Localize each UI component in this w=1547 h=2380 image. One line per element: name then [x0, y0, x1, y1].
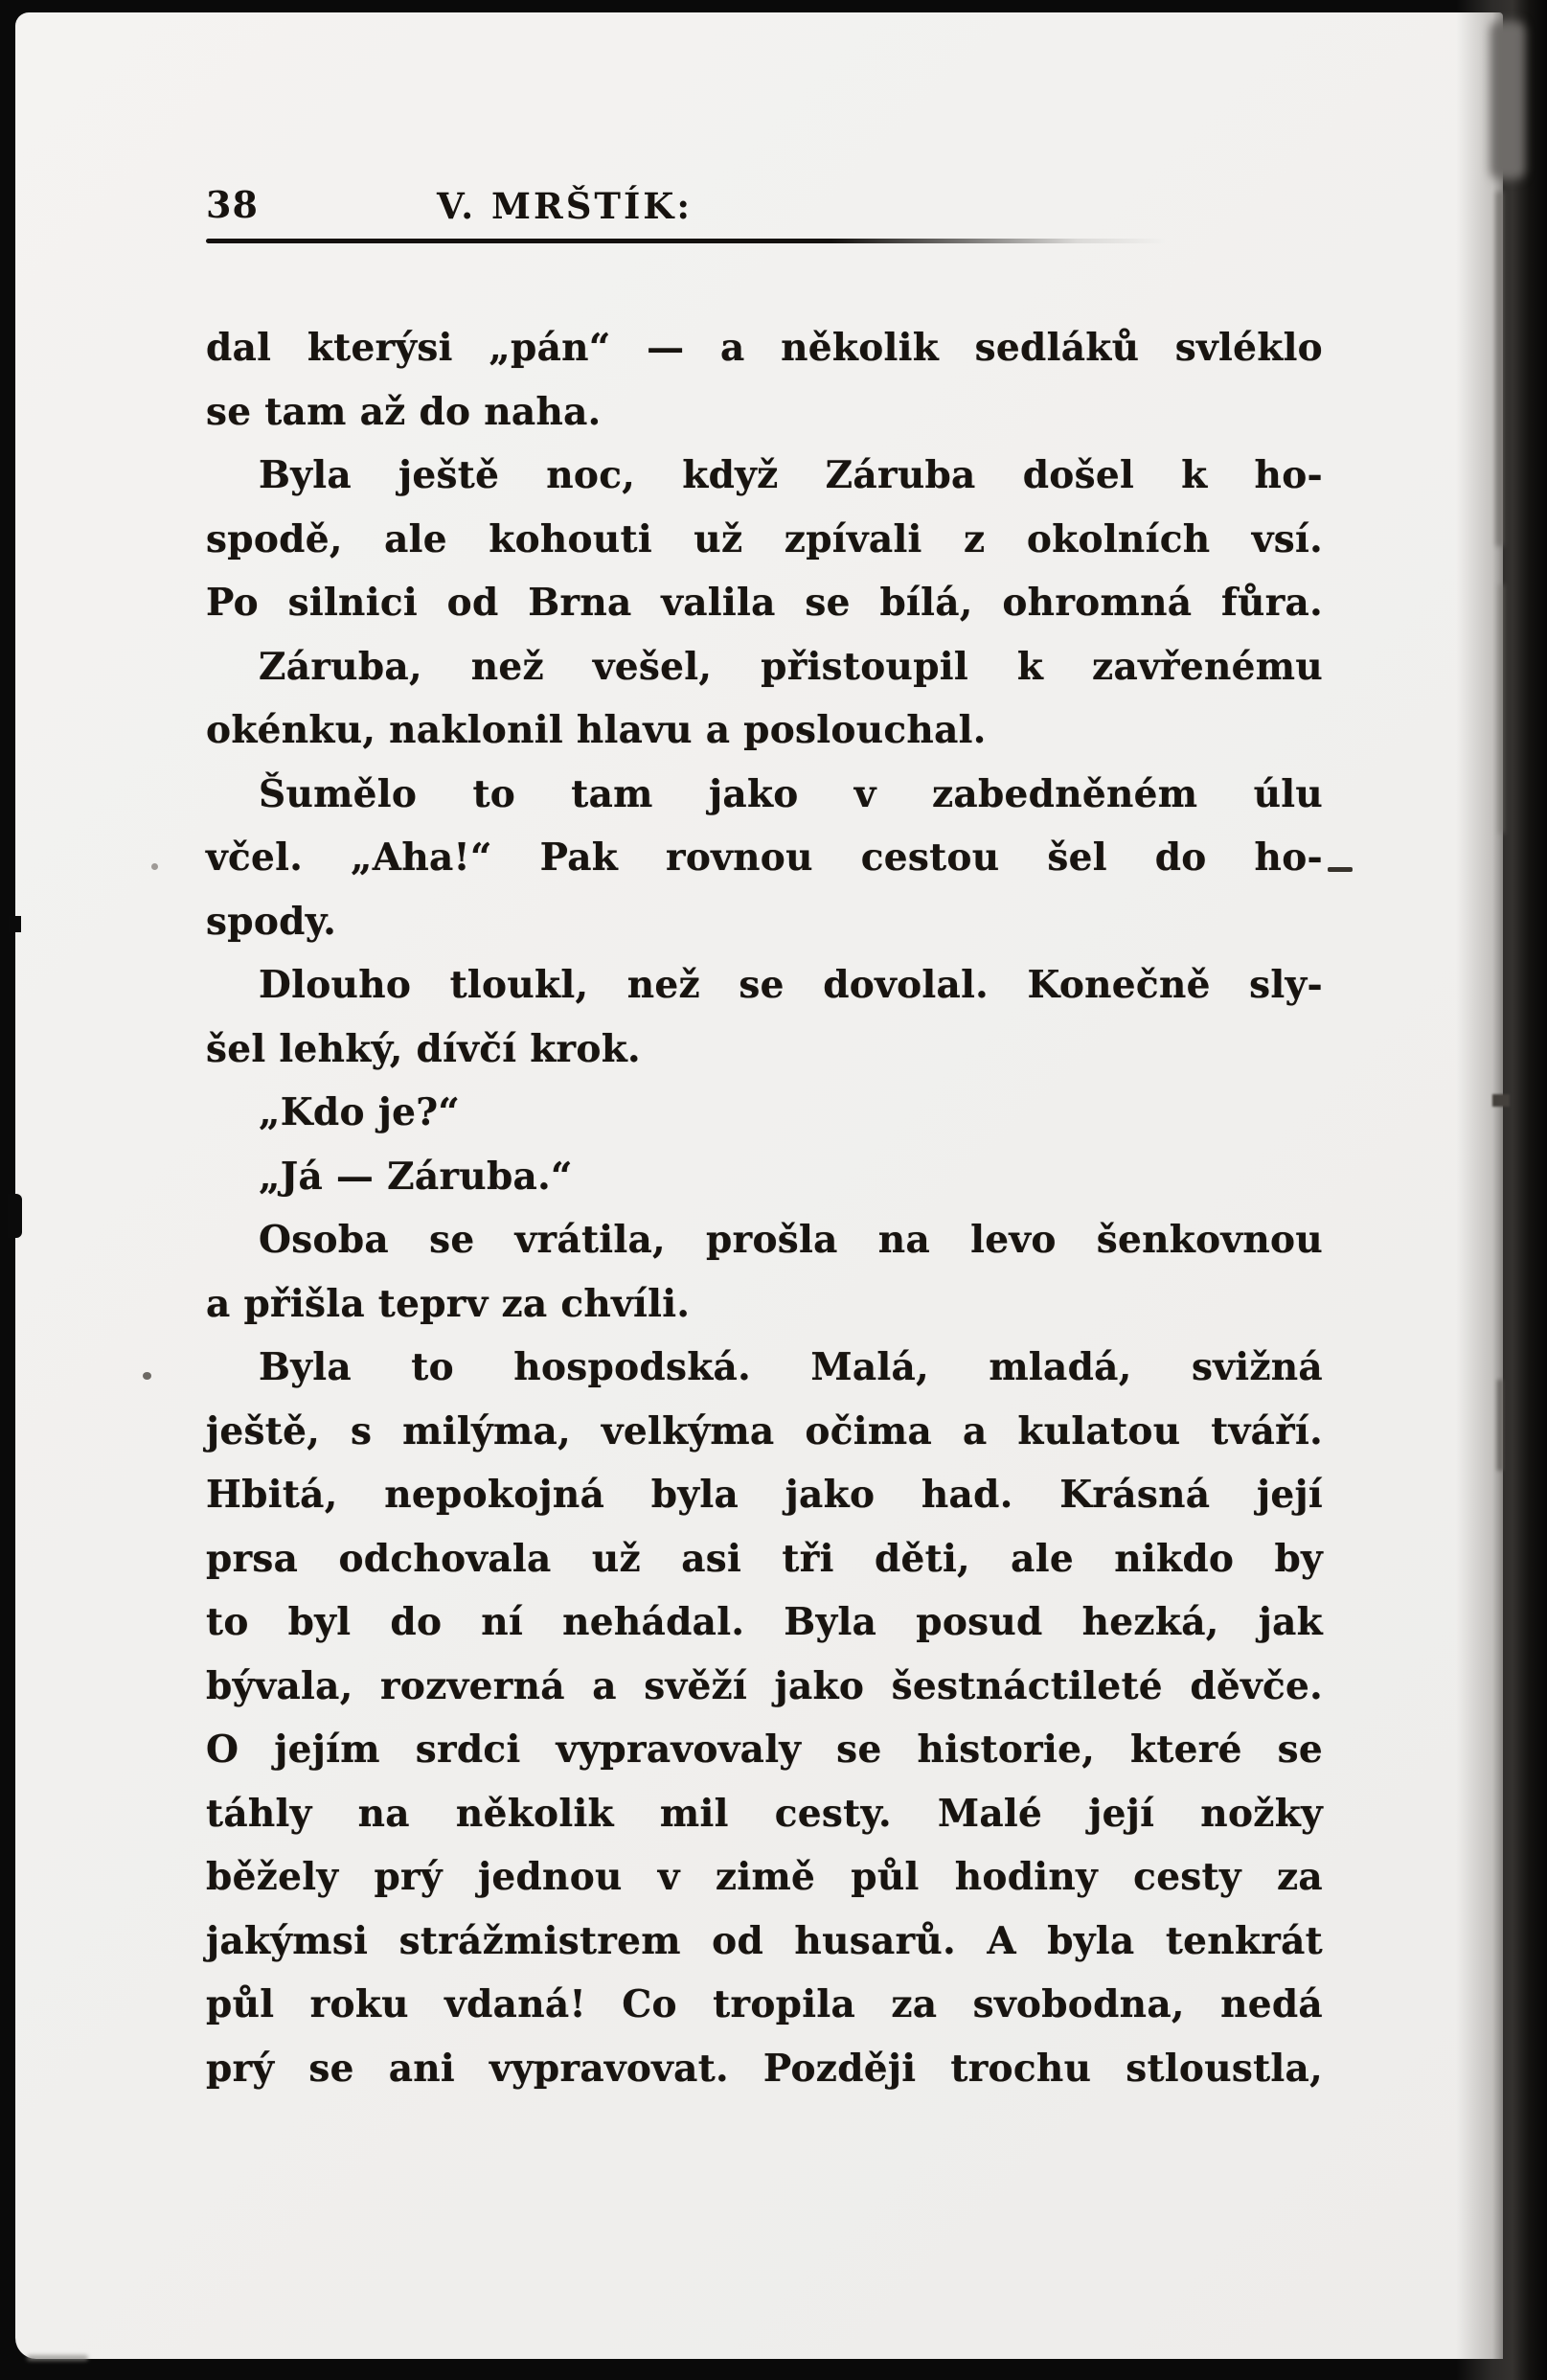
text-line: „Já — Záruba.“ — [259, 1154, 573, 1199]
text-line: Osoba se vrátila, prošla na levo šenkovnou — [259, 1218, 1323, 1262]
running-header: V. MRŠTÍK: — [437, 185, 694, 227]
page-edge-streak — [1492, 1094, 1510, 1107]
text-block — [206, 316, 1323, 2100]
text-line: Záruba, než vešel, přistoupil k zavřenému — [259, 644, 1323, 689]
text-line: Dlouho tloukl, než se dovolal. Konečně sly- — [259, 963, 1323, 1007]
header-rule — [206, 239, 1323, 243]
text-line: se tam až do naha. — [206, 389, 602, 434]
text-line: běžely prý jednou v zimě půl hodiny cesty za — [206, 1855, 1323, 1899]
ink-smudge-mark — [1328, 867, 1353, 872]
scan-artifact-blob — [1490, 21, 1525, 179]
text-line: spody. — [206, 899, 337, 944]
page-corner-highlight — [27, 2355, 88, 2361]
text-line: prý se ani vypravovat. Později trochu stloustla, — [206, 2046, 1323, 2091]
text-line: jakýmsi strážmistrem od husarů. A byla tenkrát — [206, 1918, 1323, 1963]
text-line: prsa odchovala už asi tři děti, ale nikdo by — [206, 1536, 1323, 1581]
page-edge-streak — [1496, 192, 1503, 546]
text-line: Šumělo to tam jako v zabedněném úlu — [259, 771, 1323, 816]
text-line: Po silnici od Brna valila se bílá, ohromná fůra. — [206, 581, 1323, 625]
text-line: to byl do ní nehádal. Byla posud hezká, jak — [206, 1600, 1323, 1644]
text-line: O jejím srdci vypravovaly se historie, které se — [206, 1728, 1323, 1772]
page-edge-streak — [1499, 584, 1504, 834]
text-line: bývala, rozverná a svěží jako šestnáctileté děvče. — [206, 1663, 1323, 1708]
text-line: ještě, s milýma, velkýma očima a kulatou tváří. — [206, 1408, 1323, 1453]
page-edge-streak — [1497, 1380, 1503, 1471]
text-line: Byla to hospodská. Malá, mladá, svižná — [259, 1345, 1323, 1389]
border-artifact — [9, 916, 21, 932]
text-line: šel lehký, dívčí krok. — [206, 1026, 641, 1071]
text-line: „Kdo je?“ — [259, 1090, 461, 1134]
text-line: půl roku vdaná! Co tropila za svobodna, nedá — [206, 1982, 1323, 2026]
text-line: Hbitá, nepokojná byla jako had. Krásná její — [206, 1473, 1323, 1517]
book-page — [15, 12, 1503, 2359]
text-line: táhly na několik mil cesty. Malé její nožky — [206, 1791, 1323, 1836]
text-line: spodě, ale kohouti už zpívali z okolních vsí. — [206, 516, 1323, 561]
scan-speck — [151, 863, 158, 870]
page-number: 38 — [206, 183, 259, 226]
text-line: a přišla teprv za chvíli. — [206, 1281, 691, 1326]
scan-speck — [143, 1372, 151, 1380]
text-line: dal kterýsi „pán“ — a několik sedláků svléklo — [206, 326, 1323, 370]
text-line: včel. „Aha!“ Pak rovnou cestou šel do ho- — [206, 835, 1323, 880]
border-artifact — [8, 1194, 22, 1238]
text-line: okénku, naklonil hlavu a poslouchal. — [206, 708, 987, 752]
text-line: Byla ještě noc, když Záruba došel k ho- — [259, 453, 1323, 497]
